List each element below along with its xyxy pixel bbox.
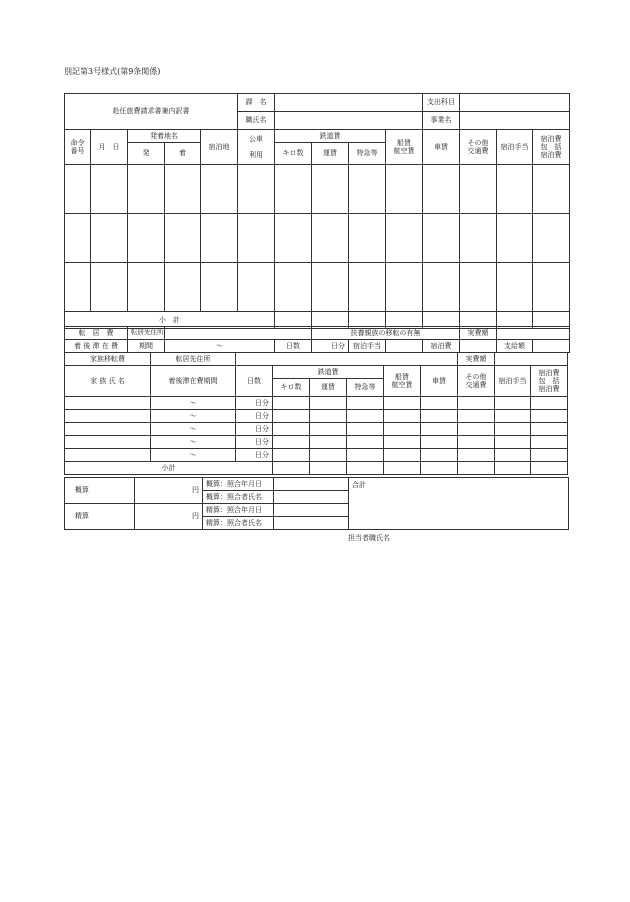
table-row[interactable]: [65, 214, 570, 263]
stay-period-field[interactable]: 〜: [165, 340, 275, 353]
estimate-label: 概算: [65, 478, 135, 504]
pay-amount-label: 支給額: [497, 340, 533, 353]
table-row[interactable]: 〜 日分: [65, 423, 568, 436]
project-label: 事業名: [423, 112, 460, 130]
stay-lodging-cost-label: 宿泊費: [423, 340, 460, 353]
moving-cost-label: 転 居 費: [65, 327, 128, 340]
family-express-header: 特急等: [347, 379, 384, 397]
family-dest-field[interactable]: [236, 353, 458, 366]
final-date-field[interactable]: [274, 504, 349, 517]
pay-amount-field[interactable]: [533, 340, 570, 353]
table-row[interactable]: [65, 165, 570, 214]
stay-lodging-cost-field[interactable]: [460, 340, 497, 353]
col-date: 月 日: [91, 130, 128, 165]
family-days-header: 日数: [236, 366, 273, 397]
col-express: 特急等: [349, 143, 386, 165]
table-row[interactable]: 〜 日分: [65, 410, 568, 423]
col-lodging-pack: 宿泊費 包 括 宿泊費: [533, 130, 570, 165]
table-row[interactable]: 〜 日分: [65, 449, 568, 462]
family-actual-label: 実費額: [458, 353, 495, 366]
estimate-name-field[interactable]: [274, 491, 349, 504]
col-rail: 鉄道賃: [275, 130, 386, 143]
family-move-cost-label: 家族移転費: [65, 353, 151, 366]
moving-actual-label: 実費額: [460, 327, 497, 340]
moving-dest-field[interactable]: [165, 327, 312, 340]
final-name-field[interactable]: [274, 517, 349, 530]
family-subtotal-row: [65, 462, 568, 475]
moving-dest-label: 転居先住所: [128, 327, 165, 340]
expense-item-label: 支出科目: [423, 94, 460, 112]
col-car: 車賃: [423, 130, 460, 165]
final-name-label: 精算：照合者氏名: [203, 517, 274, 530]
subtotal-label: 小 計: [65, 312, 275, 329]
dept-label: 課 名: [238, 94, 275, 112]
moving-cost-table: [64, 326, 570, 353]
col-km: キロ数: [275, 143, 312, 165]
col-other: その他 交通費: [460, 130, 497, 165]
dept-field[interactable]: [275, 94, 423, 112]
estimate-yen-field[interactable]: 円: [135, 478, 203, 504]
estimate-date-field[interactable]: [274, 478, 349, 491]
moving-actual-field[interactable]: [497, 327, 570, 340]
family-table: [64, 352, 568, 475]
col-depart-arrive: 発着地名: [128, 130, 201, 143]
final-label: 精算: [65, 504, 135, 530]
table-row[interactable]: 〜 日分: [65, 397, 568, 410]
stay-lodging-allowance-label: 宿泊手当: [349, 340, 386, 353]
family-lodging-allowance-header: 宿泊手当: [495, 366, 531, 397]
form-label: 別記第3号様式(第9条関係): [64, 67, 161, 76]
official-field[interactable]: [275, 112, 423, 130]
family-dest-label: 転居先住所: [151, 353, 236, 366]
expense-item-field[interactable]: [460, 94, 570, 112]
col-depart: 発: [128, 143, 165, 165]
staff-name-label: 担当者職氏名: [348, 534, 390, 542]
family-rail-header: 鉄道賃: [273, 366, 384, 379]
total-field[interactable]: [349, 478, 569, 530]
estimate-name-label: 概算：照合者氏名: [203, 491, 274, 504]
family-subtotal-label: 小計: [65, 462, 273, 475]
estimate-date-label: 概算：照合年月日: [203, 478, 274, 491]
stay-period-label: 期間: [128, 340, 165, 353]
family-actual-field[interactable]: [495, 353, 568, 366]
stay-cost-label: 着 後 滞 在 費: [65, 340, 128, 353]
final-yen-field[interactable]: 円: [135, 504, 203, 530]
family-stay-period-header: 着後滞在費期間: [151, 366, 236, 397]
stay-lodging-allowance-field[interactable]: [386, 340, 423, 353]
family-name-header: 家 族 氏 名: [65, 366, 151, 397]
official-label: 職氏名: [238, 112, 275, 130]
col-ship-air: 船賃 航空賃: [386, 130, 423, 165]
table-row[interactable]: 〜 日分: [65, 436, 568, 449]
settlement-table: [64, 477, 569, 530]
total-label: 合計: [352, 481, 366, 489]
col-arrive: 着: [165, 143, 201, 165]
col-lodging-allowance: 宿泊手当: [497, 130, 533, 165]
family-fare-header: 運賃: [310, 379, 347, 397]
table-row[interactable]: [65, 263, 570, 312]
family-move-label: 扶養親族の移転の有無: [312, 327, 460, 340]
family-km-header: キロ数: [273, 379, 310, 397]
col-fare: 運賃: [312, 143, 349, 165]
project-field[interactable]: [460, 112, 570, 130]
family-other-header: その他 交通費: [458, 366, 495, 397]
col-public-car: 公車 利用: [238, 130, 275, 165]
family-ship-air-header: 船賃 航空賃: [384, 366, 421, 397]
final-date-label: 精算：照合年月日: [203, 504, 274, 517]
col-lodging-place: 宿泊地: [201, 130, 238, 165]
stay-days-label: 日数: [275, 340, 312, 353]
itinerary-table: [64, 93, 570, 329]
stay-days-field[interactable]: 日分: [312, 340, 349, 353]
family-car-header: 車賃: [421, 366, 458, 397]
family-lodging-pack-header: 宿泊費 包 括 宿泊費: [531, 366, 568, 397]
col-order-no: 命令 番号: [65, 130, 91, 165]
form-title: 赴任旅費請求書兼内訳書: [65, 94, 238, 130]
